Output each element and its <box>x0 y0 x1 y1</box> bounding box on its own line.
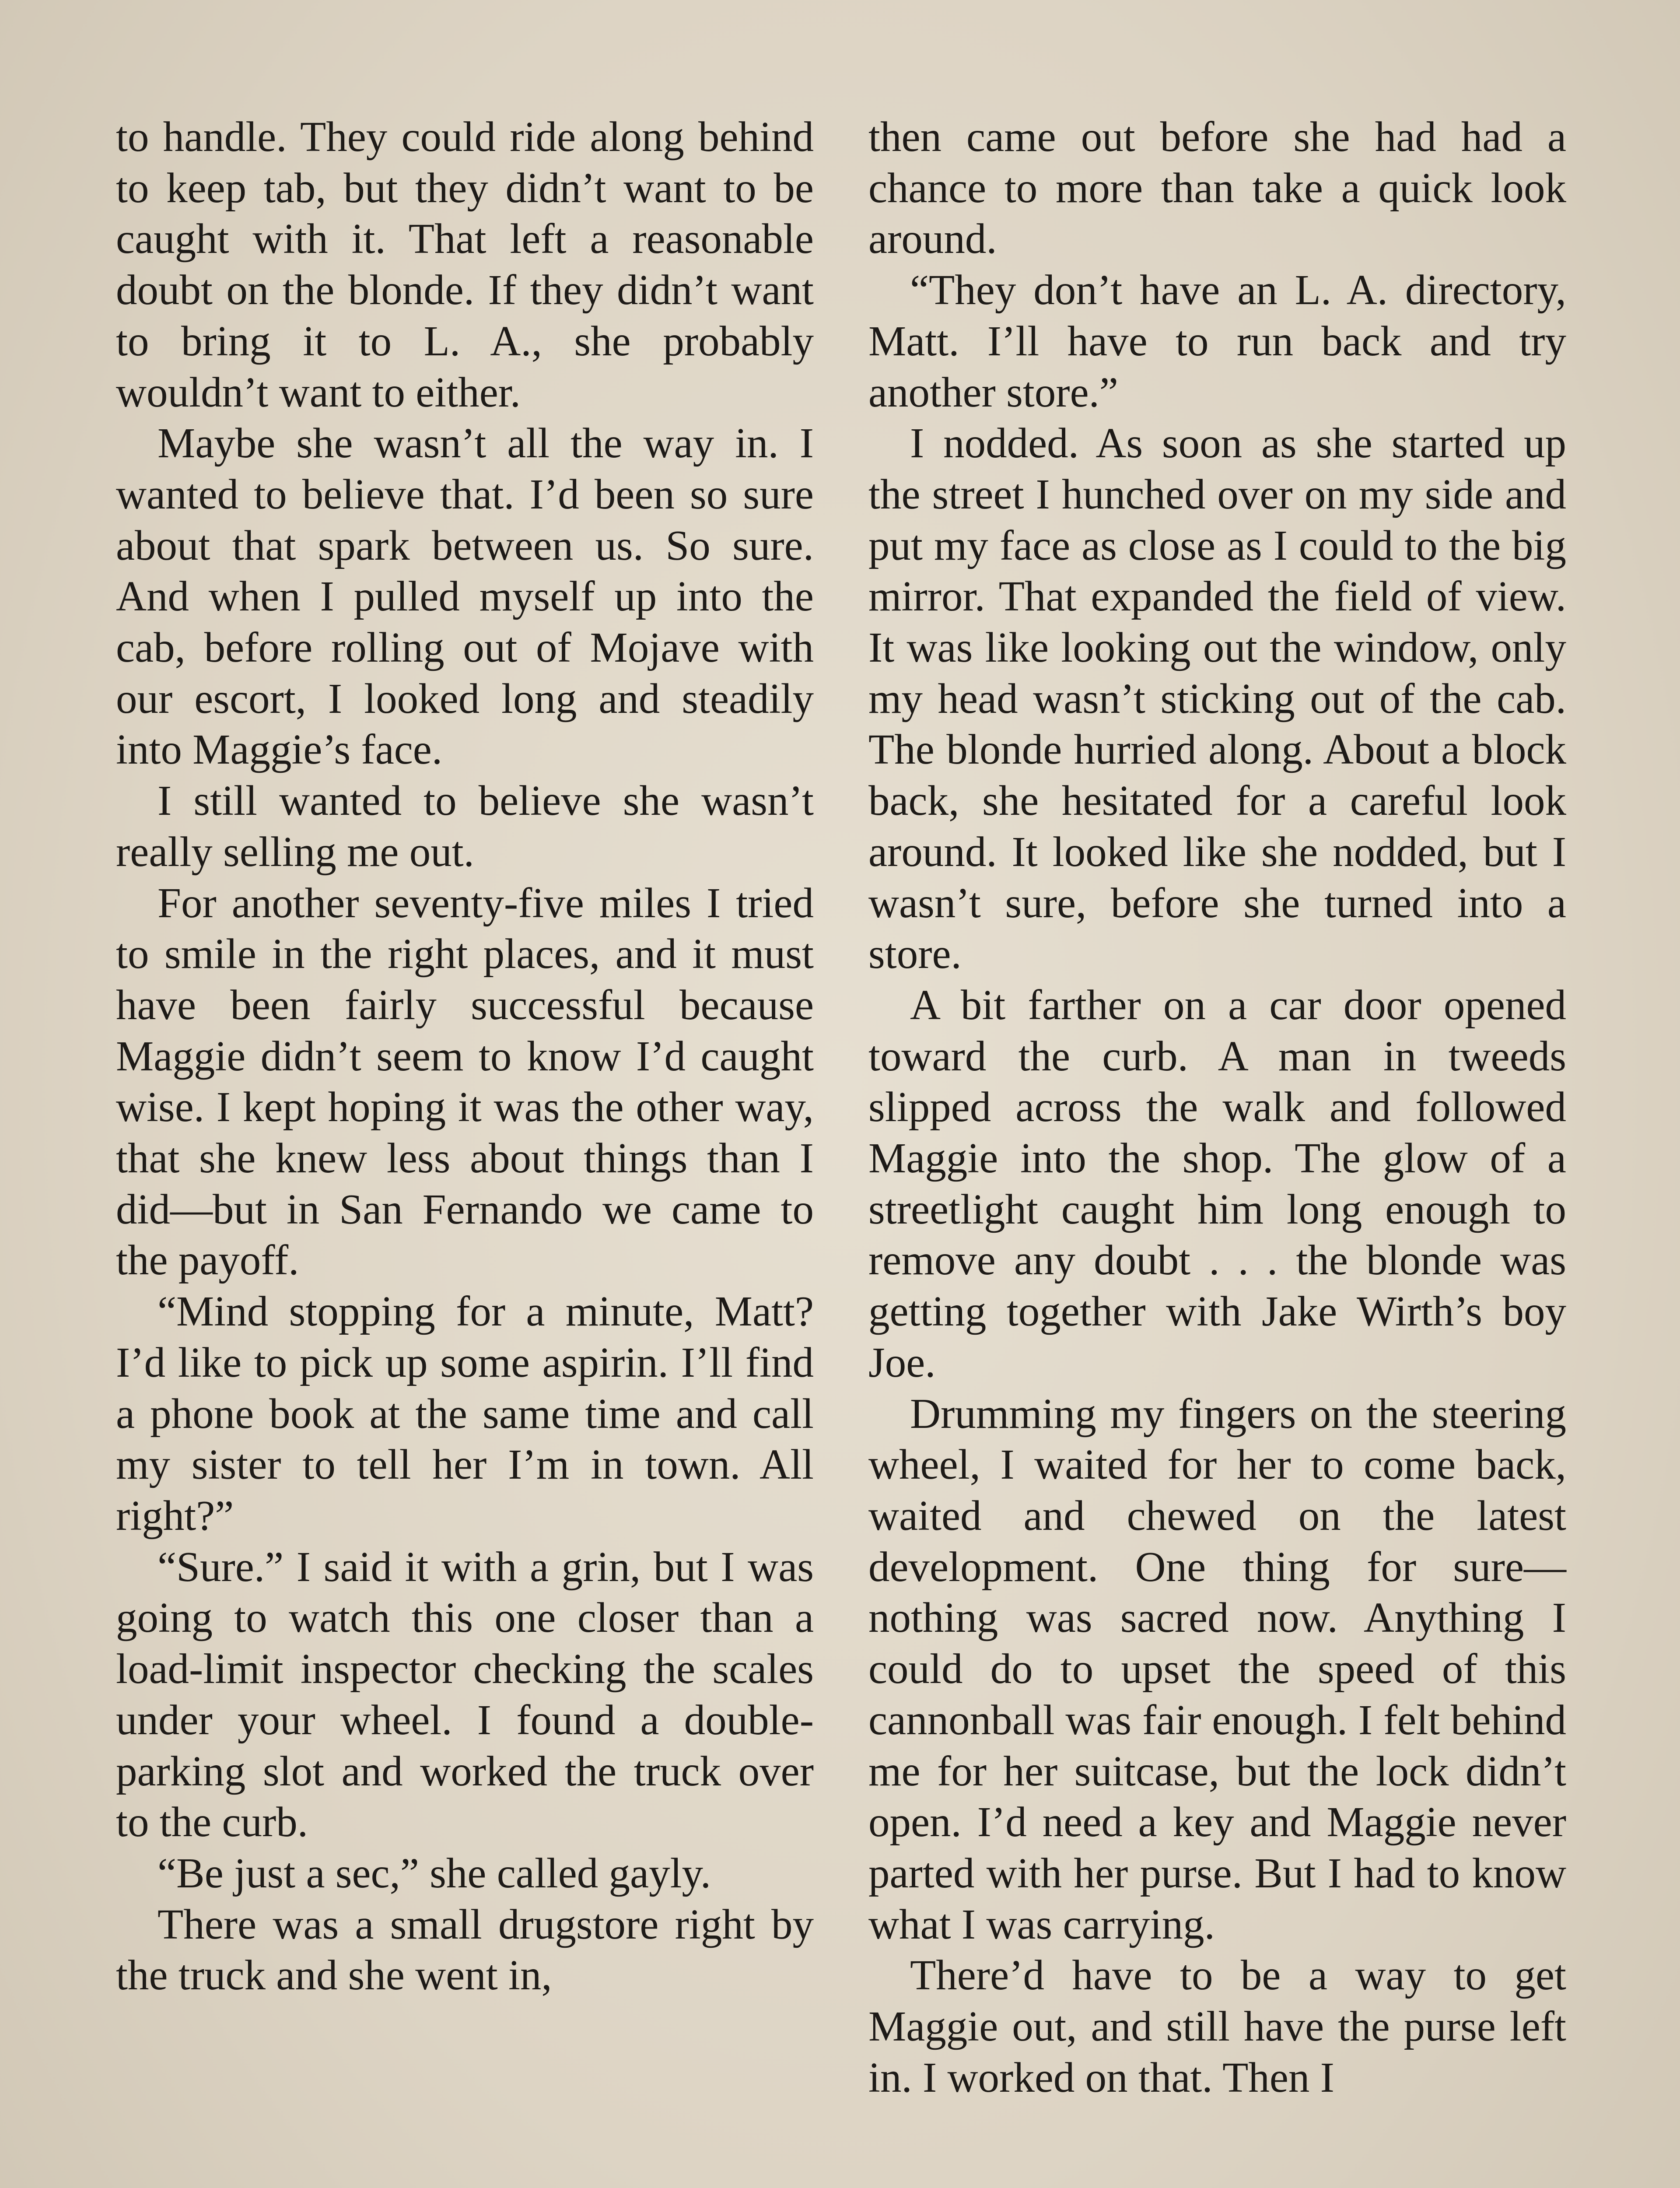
paragraph: There’d have to be a way to get Maggie out, and still have the purse left in. I worked on that. Then I <box>868 1952 1566 2101</box>
paragraph: Maybe she wasn’t all the way in. I wanted to believe that. I’d been so sure about that spark between us. So sure. And when I pulled myself up into the cab, before rolling out of Mojave with our escort, I looked long and steadily into Maggie’s face. <box>116 420 814 773</box>
paragraph: to handle. They could ride along behind to keep tab, but they didn’t want to be caught with it. That left a reasonable doubt on the blonde. If they didn’t want to bring it to L. A., she probably wouldn’t want to either. <box>116 113 814 416</box>
paragraph: I nodded. As soon as she started up the street I hunched over on my side and put my face as close as I could to the big mirror. That expanded the field of view. It was like looking out the window, only my head wasn’t sticking out of the cab. The blonde hurried along. About a block back, she hesitated for a careful look around. It looked like she nodded, but I wasn’t sure, before she turned into a store. <box>868 420 1566 978</box>
paragraph: I still wanted to believe she wasn’t really selling me out. <box>116 777 814 875</box>
paragraph: Drumming my fingers on the steering wheel, I waited for her to come back, waited and chewed on the latest development. One thing for sure—nothing was sacred now. Anything I could do to upset the speed of this cannonball was fair enough. I felt behind me for her suitcase, but the lock didn’t open. I’d need a key and Maggie never parted with her purse. But I had to know what I was carrying. <box>868 1390 1566 1948</box>
right-column <box>868 112 1566 2103</box>
paragraph: “Sure.” I said it with a grin, but I was going to watch this one closer than a load-limit inspector checking the scales under your wheel. I found a double-parking slot and worked the truck over to the curb. <box>116 1543 814 1846</box>
paragraph: “Be just a sec,” she called gayly. <box>158 1849 711 1897</box>
paragraph: then came out before she had had a chance to more than take a quick look around. <box>868 113 1566 263</box>
paragraph: For another seventy-five miles I tried to smile in the right places, and it must have been fairly successful because Maggie didn’t seem to know I’d caught wise. I kept hoping it was the other way, that she knew less about things than I did—but in San Fernando we came to the payoff. <box>116 879 814 1284</box>
paragraph: “They don’t have an L. A. directory, Matt. I’ll have to run back and try another store.” <box>868 266 1566 416</box>
left-column <box>116 112 814 2001</box>
paragraph: There was a small drugstore right by the truck and she went in, <box>116 1900 814 1999</box>
paragraph: “Mind stopping for a minute, Matt? I’d like to pick up some aspirin. I’ll find a phone book at the same time and call my sister to tell her I’m in town. All right?” <box>116 1288 814 1539</box>
paragraph: A bit farther on a car door opened toward the curb. A man in tweeds slipped across the walk and followed Maggie into the shop. The glow of a streetlight caught him long enough to remove any doubt . . . the blonde was getting together with Jake Wirth’s boy Joe. <box>868 981 1566 1386</box>
